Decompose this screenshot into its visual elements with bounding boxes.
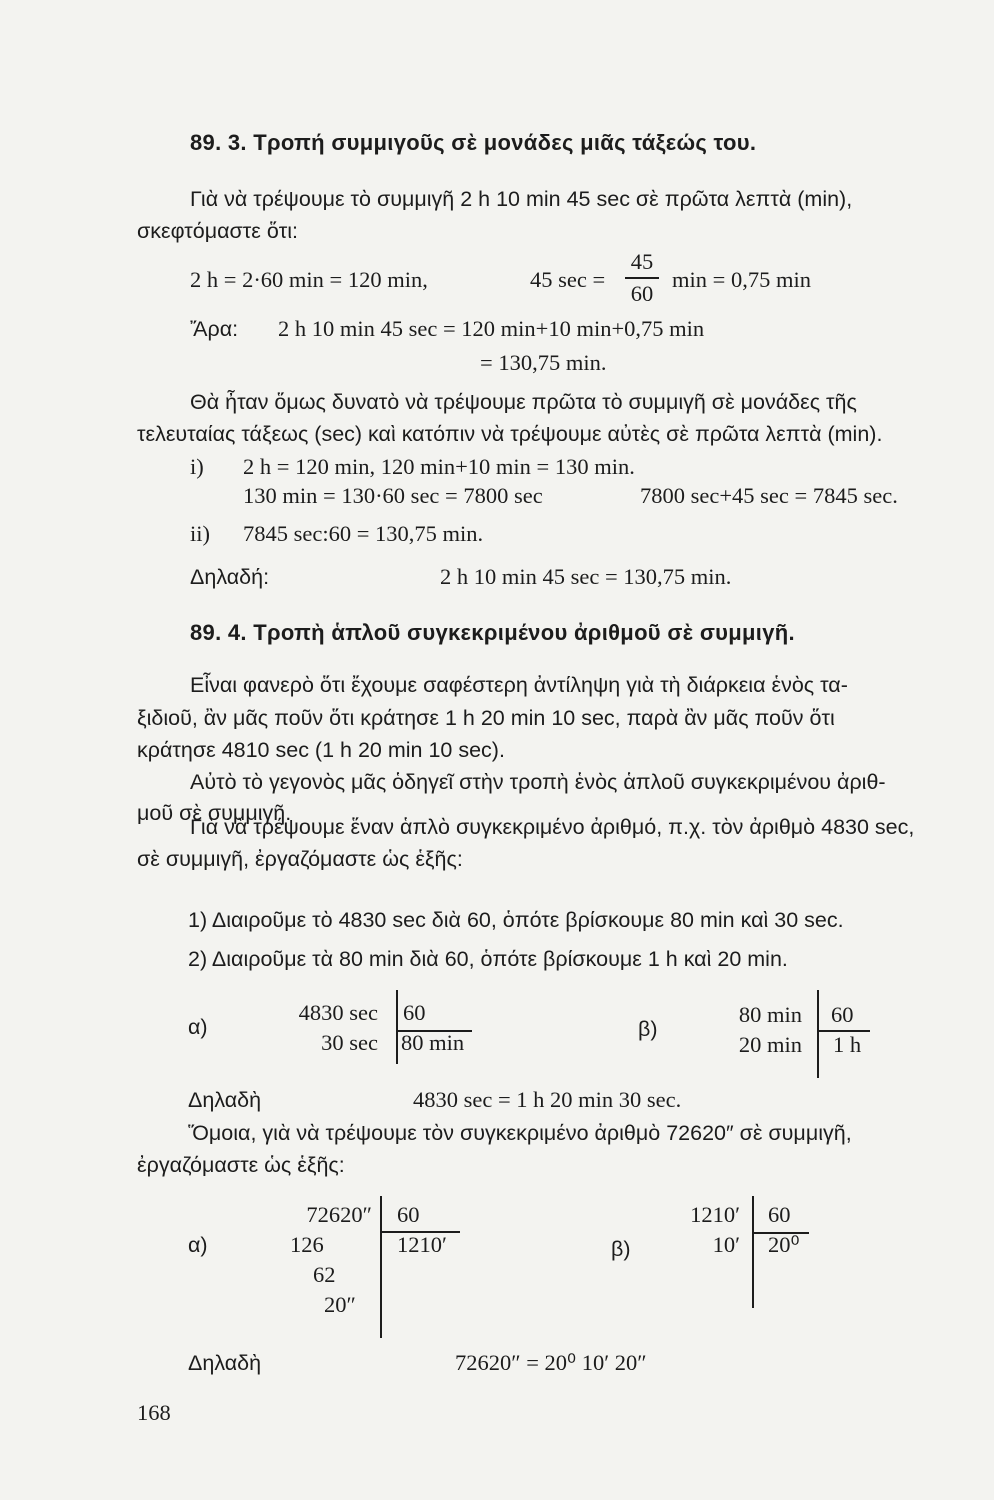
paragraph-line: Εἶναι φανερὸ ὅτι ἔχουμε σαφέστερη ἀντίληψη γιὰ τὴ διάρκεια ἑνὸς τα-	[190, 673, 848, 697]
case-i-line1: 2 h = 120 min, 120 min+10 min = 130 min.	[243, 454, 635, 479]
diladi-label: Δηλαδή:	[190, 565, 270, 589]
case-ii-label: ii)	[190, 521, 210, 546]
step-1: 1) Διαιροῦμε τὸ 4830 sec διὰ 60, ὁπότε βρίσκουμε 80 min καὶ 30 sec.	[188, 908, 844, 932]
paragraph-line: Γιὰ νὰ τρέψουμε ἕναν ἁπλὸ συγκεκριμένο ἀριθμό, π.χ. τὸν ἀριθμὸ 4830 sec,	[190, 815, 915, 839]
diladi-label: Δηλαδὴ	[188, 1088, 262, 1112]
paragraph-line: τελευταίας τάξεως (sec) καὶ κατόπιν νὰ τρέψουμε αὐτὲς σὲ πρῶτα λεπτὰ (min).	[137, 422, 883, 446]
division-c-bar	[380, 1196, 382, 1338]
division-c-divisor: 60	[397, 1202, 420, 1227]
division-d-remainder: 10′	[712, 1232, 740, 1257]
case-i-label: i)	[190, 454, 204, 479]
division-b-dividend: 80 min	[738, 1002, 802, 1027]
equation-seconds-lhs: 45 sec =	[530, 267, 606, 292]
division-a-divisor: 60	[403, 1000, 426, 1025]
division-b-quotient: 1 h	[833, 1032, 862, 1057]
equation-hours: 2 h = 2·60 min = 120 min,	[190, 267, 428, 292]
division-a-remainder: 30 sec	[321, 1030, 378, 1055]
section-heading-89-3: 89. 3. Τροπή συμμιγοῦς σὲ μονάδες μιᾶς τάξεώς του.	[190, 130, 757, 155]
ara-label: Ἄρα:	[190, 317, 239, 341]
division-b-label: β)	[638, 1017, 658, 1041]
division-a-bar	[396, 990, 398, 1064]
division-d-label: β)	[611, 1237, 631, 1261]
paragraph-line: μοῦ σὲ συμμιγῆ.	[137, 801, 292, 825]
division-b-remainder: 20 min	[738, 1032, 802, 1057]
fraction-denominator: 60	[630, 281, 654, 306]
paragraph-line: Αὐτὸ τὸ γεγονὸς μᾶς ὁδηγεῖ στὴν τροπὴ ἑνὸς ἁπλοῦ συγκεκριμένου ἀριθ-	[190, 770, 886, 794]
section-heading-89-4: 89. 4. Τροπὴ ἁπλοῦ συγκεκριμένου ἀριθμοῦ σὲ συμμιγῆ.	[190, 620, 795, 645]
case-ii-line: 7845 sec:60 = 130,75 min.	[243, 521, 484, 546]
division-c-label: α)	[188, 1233, 208, 1257]
case-i-line2a: 130 min = 130·60 sec = 7800 sec	[243, 483, 543, 508]
division-c-remainder: 20″	[324, 1292, 356, 1317]
ara-equation: 2 h 10 min 45 sec = 120 min+10 min+0,75 min	[278, 316, 705, 341]
division-c-dividend: 72620″	[306, 1202, 372, 1227]
paragraph-line: κράτησε 4810 sec (1 h 20 min 10 sec).	[137, 738, 505, 762]
paragraph-line: Ὅμοια, γιὰ νὰ τρέψουμε τὸν συγκεκριμένο ἀριθμὸ 72620″ σὲ συμμιγῆ,	[188, 1121, 852, 1145]
division-a-label: α)	[188, 1015, 208, 1039]
paragraph-line: ξιδιοῦ, ἂν μᾶς ποῦν ὅτι κράτησε 1 h 20 min 10 sec, παρὰ ἂν μᾶς ποῦν ὅτι	[137, 706, 835, 730]
diladi-value: 4830 sec = 1 h 20 min 30 sec.	[413, 1087, 682, 1112]
division-d-dividend: 1210′	[690, 1202, 740, 1227]
page-number: 168	[137, 1400, 171, 1425]
equation-seconds-rhs: min = 0,75 min	[672, 267, 811, 292]
division-d-divisor: 60	[768, 1202, 791, 1227]
diladi-label: Δηλαδὴ	[188, 1351, 262, 1375]
division-c-partial: 62	[313, 1262, 336, 1287]
paragraph-line: σὲ συμμιγῆ, ἐργαζόμαστε ὡς ἑξῆς:	[137, 847, 463, 871]
case-i-line2b: 7800 sec+45 sec = 7845 sec.	[640, 483, 898, 508]
division-c-quotient: 1210′	[397, 1232, 447, 1257]
paragraph-line: σκεφτόμαστε ὅτι:	[137, 219, 299, 243]
fraction-bar	[625, 277, 659, 279]
step-2: 2) Διαιροῦμε τὰ 80 min διὰ 60, ὁπότε βρίσκουμε 1 h καὶ 20 min.	[188, 947, 788, 971]
paragraph-line: Γιὰ νὰ τρέψουμε τὸ συμμιγῆ 2 h 10 min 45 sec σὲ πρῶτα λεπτὰ (min),	[190, 187, 853, 211]
division-b-bar	[817, 990, 819, 1078]
division-b-divisor: 60	[831, 1002, 854, 1027]
division-c-partial: 126	[290, 1232, 324, 1257]
fraction-numerator: 45	[630, 249, 654, 274]
ara-result: = 130,75 min.	[480, 350, 607, 375]
paragraph-line: Θὰ ἦταν ὅμως δυνατὸ νὰ τρέψουμε πρῶτα τὸ συμμιγῆ σὲ μονάδες τῆς	[190, 390, 857, 414]
division-a-dividend: 4830 sec	[298, 1000, 378, 1025]
division-d-bar	[752, 1196, 754, 1308]
paragraph-line: ἐργαζόμαστε ὡς ἑξῆς:	[137, 1153, 345, 1177]
division-d-quotient: 20⁰	[768, 1232, 800, 1257]
division-a-quotient: 80 min	[401, 1030, 465, 1055]
diladi-value: 72620″ = 20⁰ 10′ 20″	[455, 1350, 647, 1375]
diladi-value: 2 h 10 min 45 sec = 130,75 min.	[440, 564, 732, 589]
